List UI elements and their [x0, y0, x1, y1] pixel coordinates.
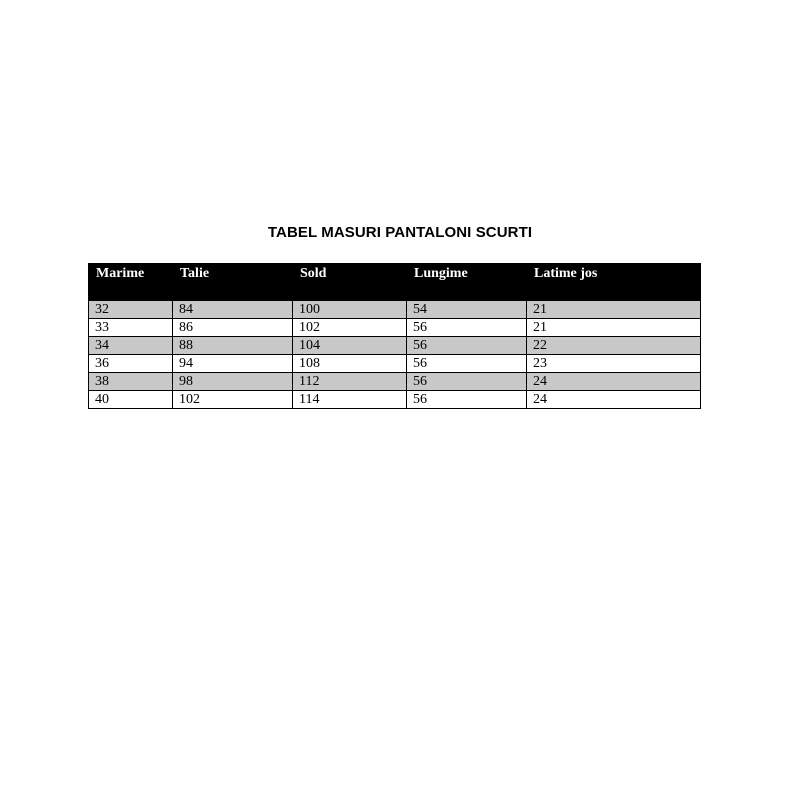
table-cell: 84: [173, 301, 293, 319]
table-cell: 114: [293, 391, 407, 409]
table-row: [89, 391, 701, 409]
table-row: [89, 319, 701, 337]
table-cell: 24: [527, 373, 701, 391]
table-cell: 54: [407, 301, 527, 319]
header-row: [89, 264, 701, 301]
table-cell: 102: [173, 391, 293, 409]
table-cell: 40: [89, 391, 173, 409]
table-cell: 23: [527, 355, 701, 373]
table-cell: 34: [89, 337, 173, 355]
table-cell: 108: [293, 355, 407, 373]
table-cell: 21: [527, 301, 701, 319]
table-cell: 98: [173, 373, 293, 391]
table-row: [89, 337, 701, 355]
table-cell: 56: [407, 319, 527, 337]
table-row: [89, 355, 701, 373]
table-cell: 56: [407, 373, 527, 391]
table-cell: 56: [407, 391, 527, 409]
column-header-marime: Marime: [89, 264, 173, 301]
table-cell: 86: [173, 319, 293, 337]
table-cell: 104: [293, 337, 407, 355]
column-header-talie: Talie: [173, 264, 293, 301]
column-header-sold: Sold: [293, 264, 407, 301]
table-cell: 88: [173, 337, 293, 355]
table-cell: 38: [89, 373, 173, 391]
column-header-latime-jos: Latime jos: [527, 264, 701, 301]
table-body: [89, 301, 701, 409]
table-cell: 24: [527, 391, 701, 409]
table-cell: 94: [173, 355, 293, 373]
table-cell: 33: [89, 319, 173, 337]
size-chart-table: [88, 263, 701, 409]
table-cell: 56: [407, 337, 527, 355]
column-header-lungime: Lungime: [407, 264, 527, 301]
table-header: [89, 264, 701, 301]
table-cell: 21: [527, 319, 701, 337]
table-cell: 56: [407, 355, 527, 373]
table-cell: 22: [527, 337, 701, 355]
table-cell: 100: [293, 301, 407, 319]
table-cell: 112: [293, 373, 407, 391]
table-row: [89, 301, 701, 319]
page-title: TABEL MASURI PANTALONI SCURTI: [267, 224, 533, 241]
table-row: [89, 373, 701, 391]
table-cell: 36: [89, 355, 173, 373]
table-cell: 32: [89, 301, 173, 319]
table-cell: 102: [293, 319, 407, 337]
